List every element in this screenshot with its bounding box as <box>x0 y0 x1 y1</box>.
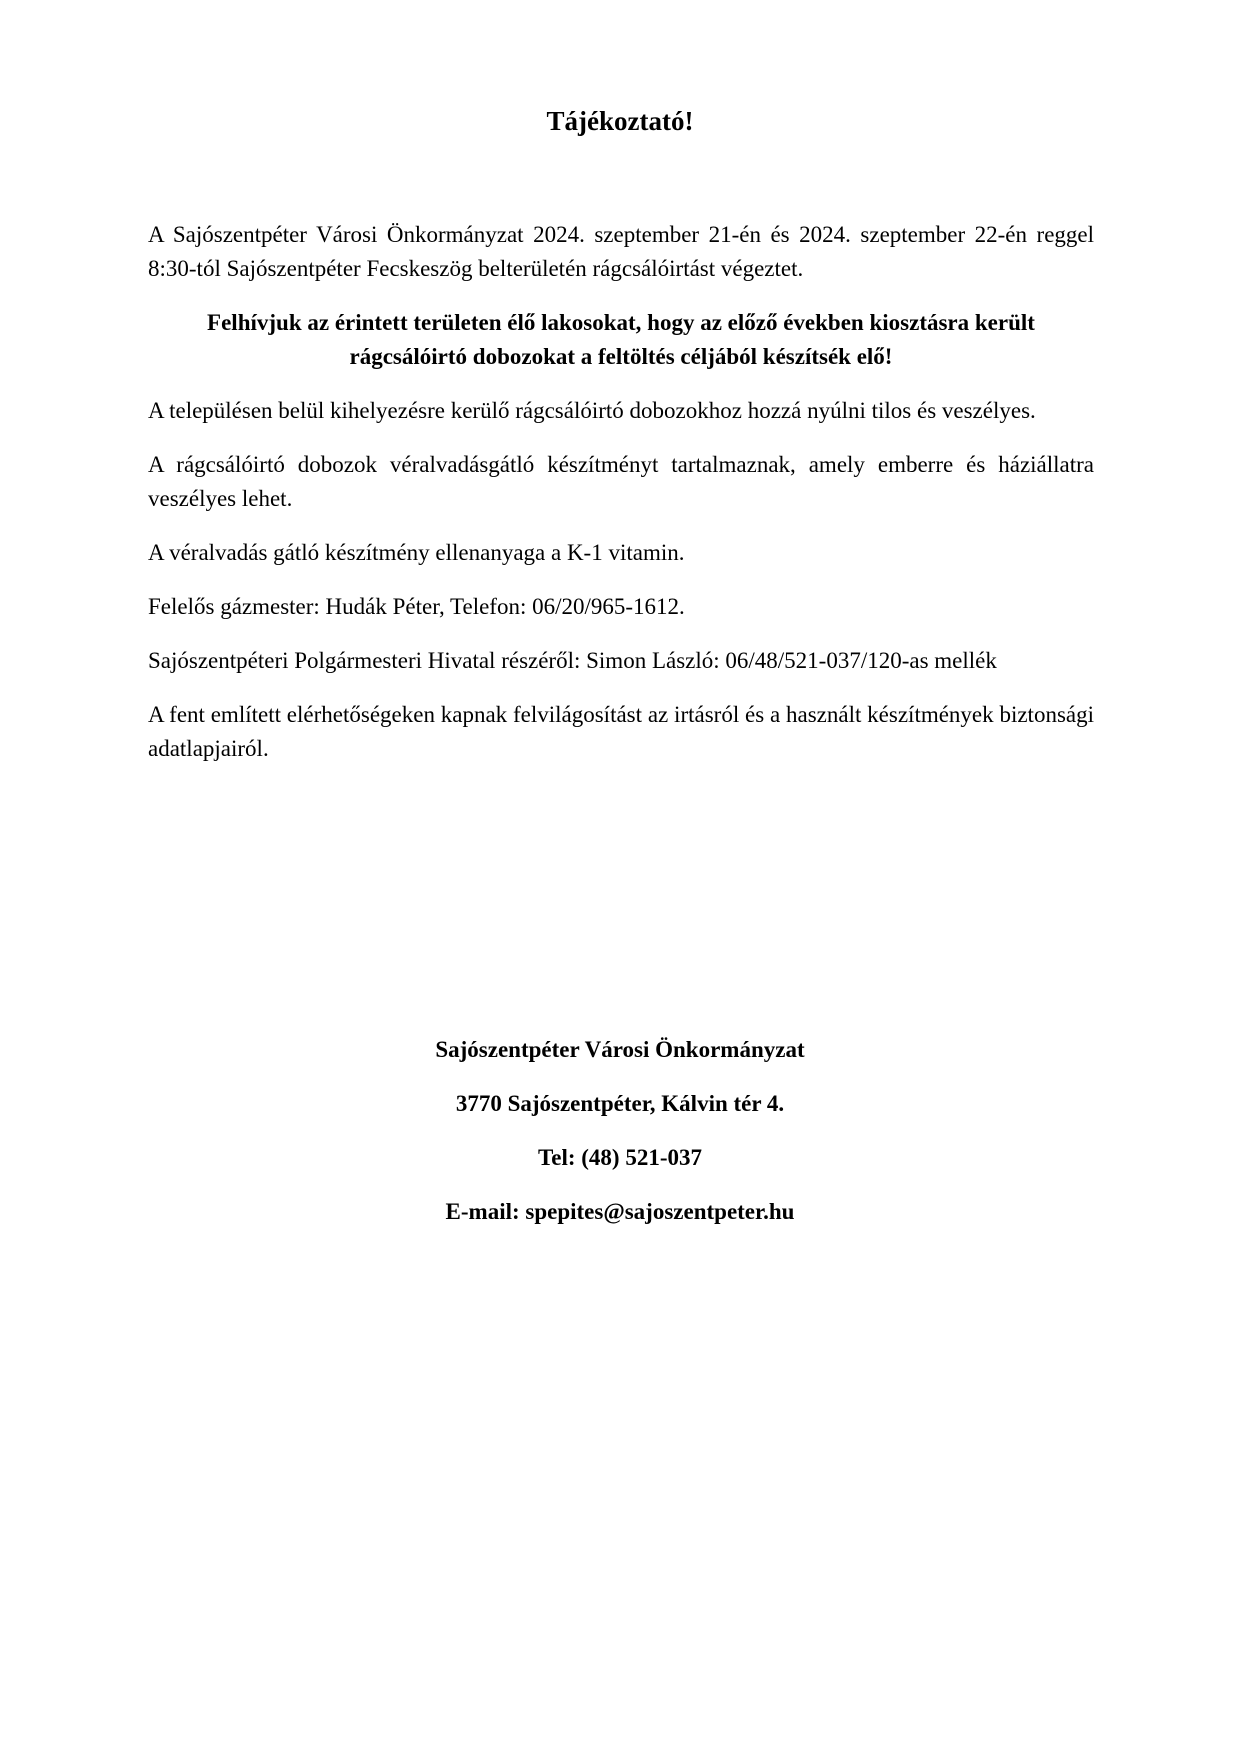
footer-email: E-mail: spepites@sajoszentpeter.hu <box>445 1199 795 1224</box>
paragraph-information: A fent említett elérhetőségeken kapnak felvilágosítást az irtásról és a használt készítmények biztonsági adatlapjairól. <box>148 702 1094 761</box>
footer-address: 3770 Sajószentpéter, Kálvin tér 4. <box>455 1091 785 1116</box>
paragraph-anticoagulant: A rágcsálóirtó dobozok véralvadásgátló készítményt tartalmaznak, amely emberre és háziállatra veszélyes lehet. <box>148 452 1094 511</box>
paragraph-office-contact: Sajószentpéteri Polgármesteri Hivatal részéről: Simon László: 06/48/521-037/120-as mellék <box>148 648 997 673</box>
document-body <box>148 218 1094 786</box>
paragraph-notice: Felhívjuk az érintett területen élő lakosokat, hogy az előző években kiosztásra került rágcsálóirtó dobozokat a feltöltés céljából készítsék elő! <box>207 310 1035 369</box>
paragraph-antidote: A véralvadás gátló készítmény ellenanyaga a K-1 vitamin. <box>148 540 685 565</box>
signature-block <box>0 1033 1240 1249</box>
document-title: Tájékoztató! <box>546 106 694 136</box>
footer-phone: Tel: (48) 521-037 <box>538 1145 702 1170</box>
paragraph-responsible-contact: Felelős gázmester: Hudák Péter, Telefon: 06/20/965-1612. <box>148 594 685 619</box>
footer-organization: Sajószentpéter Városi Önkormányzat <box>435 1037 805 1062</box>
paragraph-warning: A településen belül kihelyezésre kerülő rágcsálóirtó dobozokhoz hozzá nyúlni tilos és veszélyes. <box>148 398 1036 423</box>
paragraph-announcement: A Sajószentpéter Városi Önkormányzat 2024. szeptember 21-én és 2024. szeptember 22-én reggel 8:30-tól Sajószentpéter Fecskeszög belterületén rágcsálóirtást végeztet. <box>148 222 1094 281</box>
